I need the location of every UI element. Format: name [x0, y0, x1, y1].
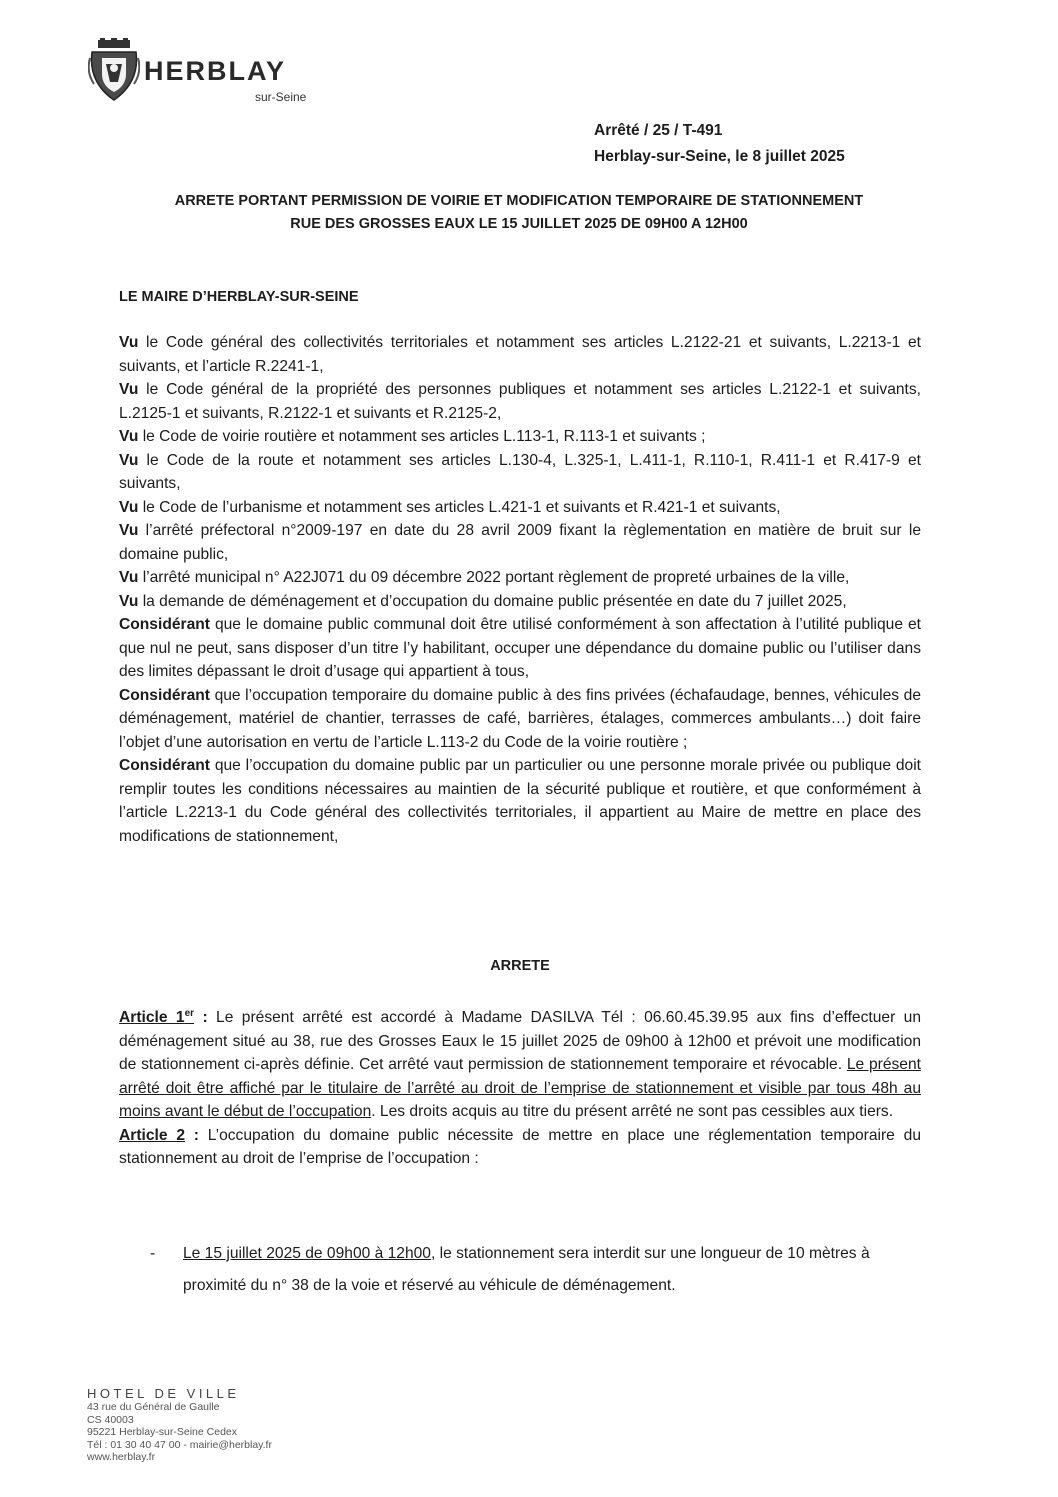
visas-list [119, 331, 921, 848]
visa-paragraph: Vu l’arrêté municipal n° A22J071 du 09 décembre 2022 portant règlement de propreté urbaines de la ville, [119, 569, 850, 586]
visa-paragraph: Vu le Code général de la propriété des personnes publiques et notamment ses articles L.2122-1 et suivants, L.2125-1 et suivants, R.2122-1 et suivants et R.2125-2, [119, 381, 921, 422]
footer-line: 43 rue du Général de Gaulle [87, 1401, 220, 1413]
herblay-logo [88, 38, 318, 108]
visa-paragraph: Vu le Code de l’urbanisme et notamment ses articles L.421-1 et suivants et R.421-1 et suivants, [119, 498, 781, 516]
articles [119, 1002, 921, 1171]
footer-line: Tél : 01 30 40 47 00 - mairie@herblay.fr [87, 1438, 272, 1451]
article-2: Article 2 : L’occupation du domaine public nécessite de mettre en place une réglementation temporaire du stationnement au droit de l’emprise de l’occupation : [119, 1126, 921, 1168]
considerant-paragraph: Considérant que l’occupation du domaine public par un particulier ou une personne morale privée ou publique doit remplir toutes les conditions nécessaires au maintien de la sécurité publique et routière, et que conformément à l’article L.2213-1 du Code général des collectivités territoriales, il appartient au Maire de mettre en place des modifications de stationnement, [119, 757, 921, 845]
place-date: Herblay-sur-Seine, le 8 juillet 2025 [594, 148, 845, 165]
footer-line: CS 40003 [87, 1413, 134, 1426]
title-line: ARRETE PORTANT PERMISSION DE VOIRIE ET MODIFICATION TEMPORAIRE DE STATIONNEMENT [174, 193, 864, 209]
bullet-item [150, 1238, 925, 1302]
footer-address [87, 1386, 272, 1464]
title-line: RUE DES GROSSES EAUX LE 15 JUILLET 2025 DE 09H00 A 12H00 [290, 216, 748, 232]
document-title [112, 190, 926, 236]
considerant-paragraph: Considérant que le domaine public communal doit être utilisé conformément à son affectation à l’utilité publique et que nul ne peut, sans disposer d’un titre l’y habilitant, occuper une dépendance du domaine public ou l’utiliser dans des limites dépassant le droit d’usage qui appartient à tous, [119, 616, 921, 680]
visa-paragraph: Vu le Code général des collectivités territoriales et notamment ses articles L.2122-21 et suivants, L.2213-1 et suivants, et l’article R.2241-1, [119, 334, 921, 375]
visa-paragraph: Vu l’arrêté préfectoral n°2009-197 en date du 28 avril 2009 fixant la règlementation en matière de bruit sur le domaine public, [119, 522, 921, 563]
footer-line: 95221 Herblay-sur-Seine Cedex [87, 1426, 237, 1438]
reference-block [594, 118, 845, 170]
arrete-heading: ARRETE [490, 958, 550, 974]
considerant-paragraph: Considérant que l’occupation temporaire du domaine public à des fins privées (échafaudage, bennes, véhicules de déménagement, matériel de chantier, terrasses de café, barrières, étalages, commerces ambulants…) doit faire l’objet d’une autorisation en vertu de l’article L.113-2 du Code de la voirie routière ; [119, 686, 921, 751]
article-1: Article 1er : Le présent arrêté est accordé à Madame DASILVA Tél : 06.60.45.39.95 aux fins d’effectuer un déménagement situé au 38, rue des Grosses Eaux le 15 juillet 2025 de 09h00 à 12h00 et prévoit une modification de stationnement ci-après définie. Cet arrêté vaut permission de stationnement temporaire et révocable. Le présent arrêté doit être affiché par le titulaire de l’arrêté au droit de l’emprise de stationnement et visible par tous 48h au moins avant le début de l’occupation. Les droits acquis au titre du présent arrêté ne sont pas cessibles aux tiers. [119, 1008, 921, 1121]
maire-heading: LE MAIRE D’HERBLAY-SUR-SEINE [119, 289, 359, 305]
footer-line: www.herblay.fr [87, 1451, 156, 1463]
coat-of-arms-icon [88, 38, 140, 102]
footer-title: HOTEL DE VILLE [87, 1386, 240, 1401]
logo-text: HERBLAY [144, 56, 287, 86]
visa-paragraph: Vu la demande de déménagement et d’occupation du domaine public présentée en date du 7 juillet 2025, [119, 592, 847, 610]
visa-paragraph: Vu le Code de voirie routière et notamment ses articles L.113-1, R.113-1 et suivants ; [119, 428, 706, 445]
bullet-dash: - [150, 1245, 156, 1262]
bullet-text: Le 15 juillet 2025 de 09h00 à 12h00, le stationnement sera interdit sur une longueur de 10 mètres à proximité du n° 38 de la voie et réservé au véhicule de déménagement. [183, 1245, 870, 1294]
arrete-number: Arrêté / 25 / T-491 [594, 122, 723, 139]
visa-paragraph: Vu le Code de la route et notamment ses articles L.130-4, L.325-1, L.411-1, R.110-1, R.411-1 et R.417-9 et suivants, [119, 451, 921, 492]
logo-subtext: sur-Seine [255, 90, 307, 104]
